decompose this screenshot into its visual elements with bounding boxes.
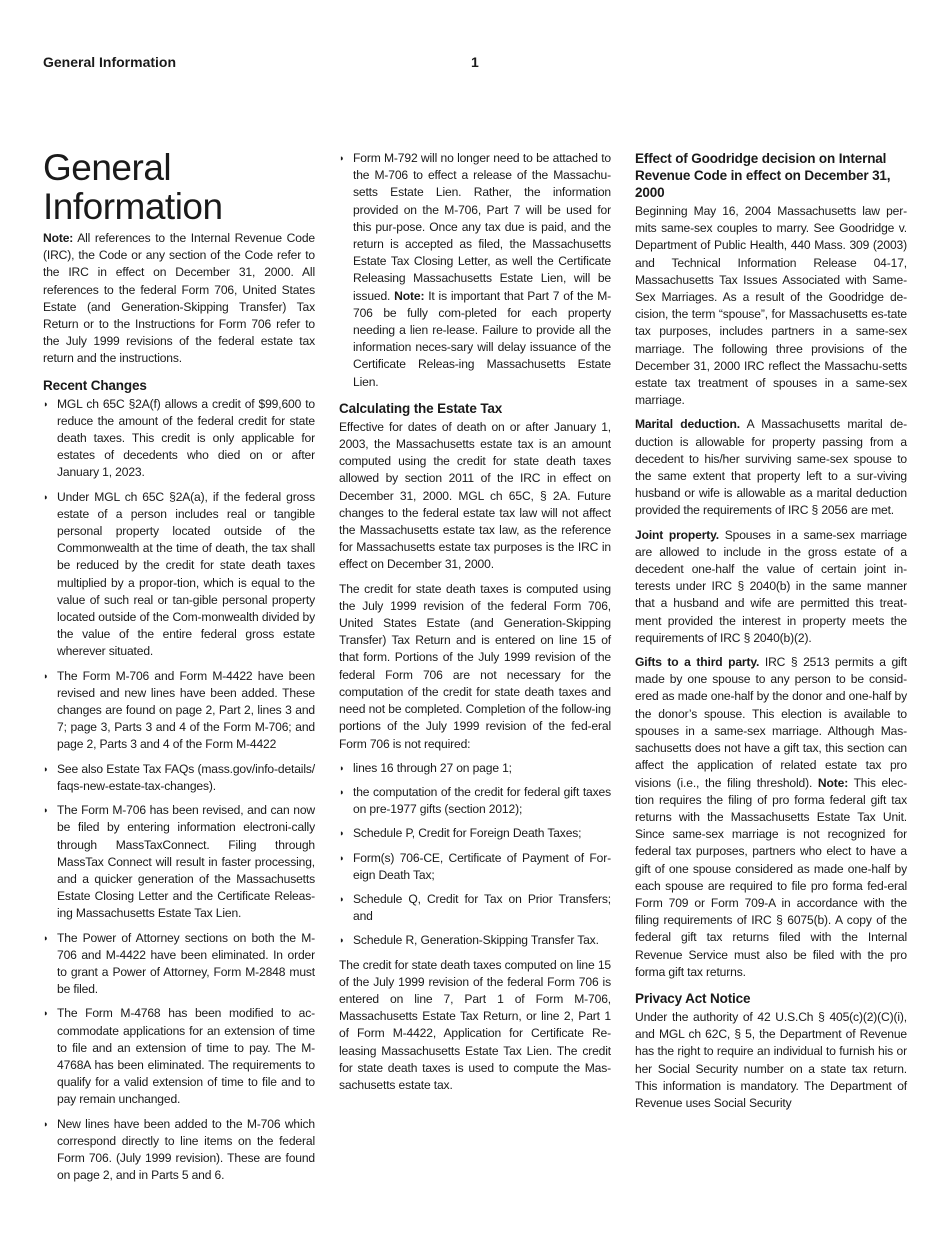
joint-property-paragraph: Joint property. Spouses in a same-sex marriage are allowed to include in the gross estate of a decedent one-half the value of certain joint in-terests under IRC § 2040(b) in the same manner that a husband and wife are permitted this treat-ment provided the interest in property meets the requirements of IRC § 2040(b)(2). xyxy=(635,527,907,645)
bullet-icon: ◗ xyxy=(43,932,49,943)
page-title xyxy=(43,148,315,226)
paragraph: Effective for dates of death on or after January 1, 2003, the Massachusetts estate tax is an amount computed using the credit for state death taxes allowed by section 2011 of the IRC in effect on December 31, 2000. MGL ch 65C, § 2A. Future changes to the federal estate tax law will not affect the Massachusetts estate tax law, as the reference for Massachusetts estate tax purposes is the IRC in effect on December 31, 2000. xyxy=(339,419,611,572)
bullet-icon: ◗ xyxy=(43,1008,49,1019)
note-text: All references to the Internal Revenue Code (IRC), the Code or any section of the Code refer to the IRC in effect on December 31, 2000. All references to the federal Form 706, United States Estate (and Generation-Skipping Transfer) Tax Return or to the Instructions for Form 706 refer to the July 1999 revisions of the federal estate tax return and the instructions. xyxy=(43,231,315,366)
list-item: ◗ the computation of the credit for federal gift taxes on pre-1977 gifts (section 2012); xyxy=(339,784,611,817)
note-label: Note: xyxy=(394,288,425,303)
list-item: ◗ The Power of Attorney sections on both the M-706 and M-4422 have been eliminated. In order to grant a Power of Attorney, Form M-2848 must be filed. xyxy=(43,930,315,997)
privacy-act-heading: Privacy Act Notice xyxy=(635,990,751,1006)
title-line-2: Information xyxy=(43,186,223,227)
bullet-icon: ◗ xyxy=(339,786,345,797)
gifts-paragraph: Gifts to a third party. IRC § 2513 permits a gift made by one spouse to any person to be consid-ered as made one-half by the donor and one-half by the donor’s spouse. This election is available to spouses in a same-sex marriage. Although Mas-sachusetts does not have a gift tax, this section can affect the application of related estate tax pro visions (i.e., the filing threshold). Note: This elec-tion requires the filing of pro forma federal gift tax returns with the Massachusetts Estate Tax Unit. Since same-sex marriage is not recognized for federal tax purposes, partners who elect to have a gift of one spouse considered as made one-half by each spouse are required to file pro forma fed-eral Form 709 or Form 709-A in accordance with the filing requirements of IRC § 6075(b). A copy of the federal gift tax returns filed with the Internal Revenue Service must also be filed with the pro forma gift tax returns. xyxy=(635,655,907,979)
marital-deduction-paragraph: Marital deduction. A Massachusetts marital de-duction is allowable for property passing from a decedent to his/her surviving same-sex spouse to the same extent that property left to a sur-viving husband or wife is allowable as a marital deduction provided the requirements of IRC § 2056 are met. xyxy=(635,417,907,518)
section-header: General Information xyxy=(43,54,177,70)
list-item: ◗ The Form M-706 and Form M-4422 have been revised and new lines have been added. These changes are found on page 2, Part 2, lines 3 and 7; page 3, Parts 3 and 4 of the Form M-706; and page 2, Parts 3 and 4 of the Form M-4422 xyxy=(43,668,315,752)
note-paragraph xyxy=(43,230,315,368)
bullet-icon: ◗ xyxy=(43,805,49,816)
column-1 xyxy=(43,148,315,1191)
paragraph: The credit for state death taxes computed on line 15 of the July 1999 revision of the federal Form 706 is entered on line 7, Part 1 of Form M-706, Massachusetts Estate Tax Return, or line 2, Part 1 of Form M-4422, Application for Certificate Re-leasing Massachusetts Estate Tax Lien. The credit for state death taxes is used to compute the Mas-sachusetts estate tax. xyxy=(339,957,611,1092)
list-item: ◗ Schedule Q, Credit for Tax on Prior Transfers; and xyxy=(339,891,611,924)
list-item: ◗ MGL ch 65C §2A(f) allows a credit of $99,600 to reduce the amount of the federal credit for state death taxes. This credit is only applicable for estates of decedents who died on or after January 1, 2023. xyxy=(43,396,315,480)
list-item: ◗ lines 16 through 27 on page 1; xyxy=(339,760,611,777)
list-item: ◗ Schedule P, Credit for Foreign Death Taxes; xyxy=(339,825,611,842)
bullet-icon: ◗ xyxy=(339,153,345,163)
note-label: Note: xyxy=(43,231,74,245)
paragraph: Under the authority of 42 U.S.Ch § 405(c)(2)(C)(i), and MGL ch 62C, § 5, the Department of Revenue has the right to require an individual to furnish his or her Social Security number on a state tax return. This information is mandatory. The Department of Revenue uses Social Security xyxy=(635,1009,907,1110)
page-number: 1 xyxy=(471,54,479,70)
paragraph: The credit for state death taxes is computed using the July 1999 revision of the federal Form 706, United States Estate (and Generation-Skipping Transfer) Tax Return and is entered on line 15 of that form. Portions of the July 1999 revision of the federal Form 706 are not necessary for the computation of the credit for state death taxes and need not be completed. Completion of the follow-ing portions of the July 1999 revision of the fed-eral Form 706 is not required: xyxy=(339,581,611,751)
list-item: ◗ The Form M-4768 has been modified to ac-commodate applications for an extension of time to file and an extension of time to pay. The M-4768A has been eliminated. The requirements to qualify for a valid extension of time to file and to pay remain unchanged. xyxy=(43,1006,315,1107)
bullet-icon: ◗ xyxy=(339,828,345,839)
list-item: ◗ See also Estate Tax FAQs (mass.gov/info-details/ faqs-new-estate-tax-changes). xyxy=(43,761,315,793)
bullet-icon: ◗ xyxy=(339,935,345,946)
bullet-icon: ◗ xyxy=(43,398,49,409)
page-header xyxy=(43,54,907,74)
bullet-icon: ◗ xyxy=(339,852,345,863)
title-line-1: General xyxy=(43,147,172,188)
list-item: ◗ The Form M-706 has been revised, and can now be filed by entering information electroni-cally through MassTaxConnect. Filing through MassTax Connect will result in faster processing, and a quicker generation of the Massachusetts Estate Closing Letter and the Certificate Releas-ing Massachusetts Estate Tax Lien. xyxy=(43,803,315,921)
bullet-icon: ◗ xyxy=(339,893,345,904)
bullet-icon: ◗ xyxy=(43,1118,49,1129)
column-2 xyxy=(339,150,611,1101)
list-item: ◗ Form M-792 will no longer need to be attached to the M-706 to effect a release of the Massachu-setts Estate Lien. Rather, the information provided on the M-706, Part 7 will be used for this pur-pose. Once any tax due is paid, and the return is accepted as filed, the Massachusetts Estate Tax Closing Letter, as well the Certificate Releasing Massachusetts Estate Lien, will be issued. Note: It is important that Part 7 of the M-706 be fully com-pleted for each property needing a lien re-lease. Failure to provide all the information neces-sary will delay issuance of the Certificate Releas-ing Massachusetts Estate Lien. xyxy=(339,151,611,389)
list-item: ◗ New lines have been added to the M-706 which correspond directly to line items on the federal Form 706. (July 1999 revision). These are found on page 2, and in Parts 5 and 6. xyxy=(43,1116,315,1183)
bullet-icon: ◗ xyxy=(43,670,49,681)
column-3 xyxy=(635,150,907,1119)
bullet-icon: ◗ xyxy=(43,763,49,774)
bullet-icon: ◗ xyxy=(339,762,345,773)
calculating-estate-tax-heading: Calculating the Estate Tax xyxy=(339,400,503,416)
list-item: ◗ Schedule R, Generation-Skipping Transfer Tax. xyxy=(339,932,611,949)
list-item: ◗ Under MGL ch 65C §2A(a), if the federal gross estate of a person includes real or tangible personal property located outside of the Commonwealth at the time of death, the tax shall be reduced by the credit for state death taxes multiplied by a propor-tion, which is equal to the value of such real or tan-gible personal property located outside of the Com-monwealth divided by the value of the entire federal gross estate wherever situated. xyxy=(43,489,315,659)
recent-changes-heading: Recent Changes xyxy=(43,377,147,393)
goodridge-heading: Effect of Goodridge decision on Internal Revenue Code in effect on December 31, 2000 xyxy=(635,151,891,200)
list-item: ◗ Form(s) 706-CE, Certificate of Payment of For-eign Death Tax; xyxy=(339,850,611,882)
paragraph: Beginning May 16, 2004 Massachusetts law per-mits same-sex couples to marry. See Goodridge v. Department of Public Health, 440 Mass. 309 (2003) and Technical Information Release 04-17, Massachusetts Tax Issues Associated with Same-Sex Marriages. As a result of the Goodridge de-cision, the term “spouse”, for Massachusetts es-tate tax purposes, includes partners in a same-sex marriage. The following three provisions of the December 31, 2000 IRC reflect the Massachu-setts estate tax treatment of spouses in a same-sex marriage. xyxy=(635,204,907,408)
bullet-icon: ◗ xyxy=(43,491,49,502)
